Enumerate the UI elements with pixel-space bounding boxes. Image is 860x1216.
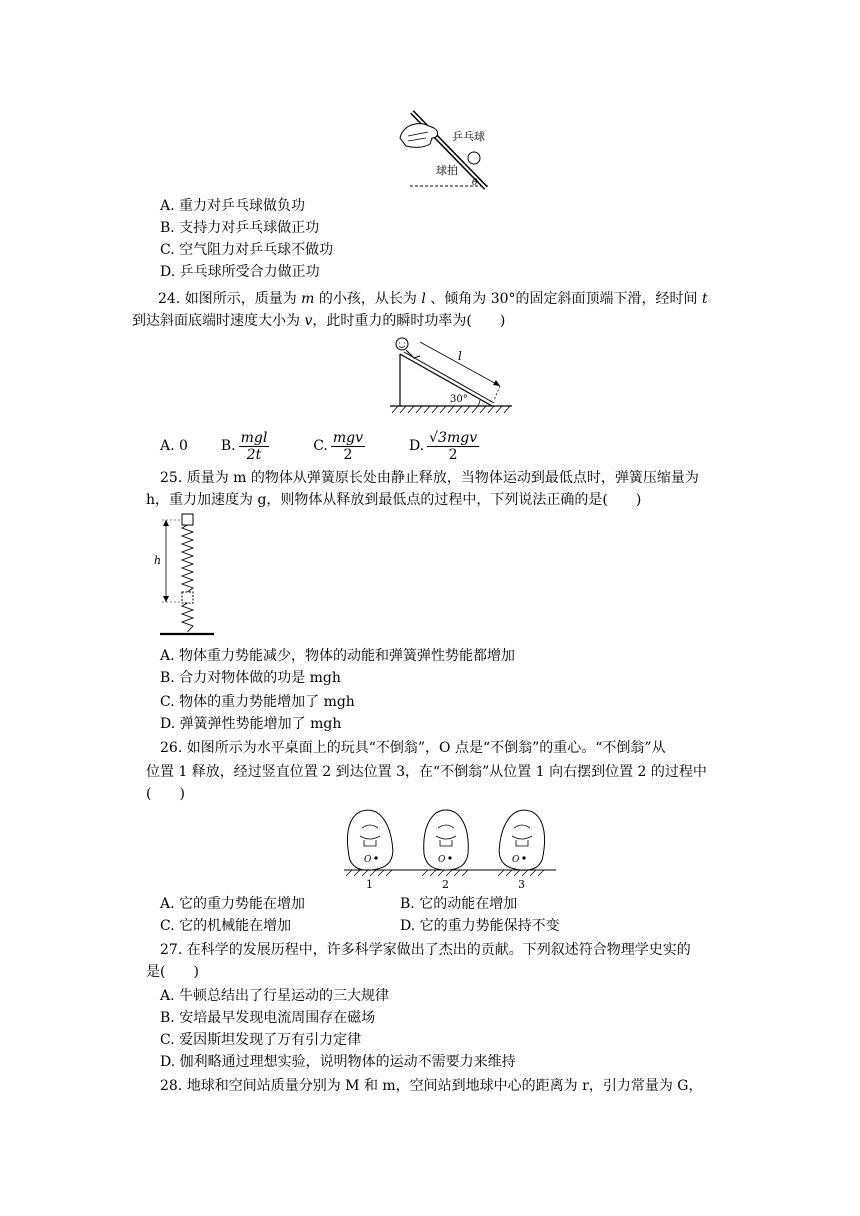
q25-option-b: B. 合力对物体做的功是 mgh (160, 670, 341, 686)
h-label: h (154, 554, 162, 567)
slope-figure (386, 334, 516, 414)
q26-stem-line3: ( ) (146, 786, 185, 802)
q23-option-b: B. 支持力对乒乓球做正功 (160, 220, 320, 236)
q26-option-d: D. 它的重力势能保持不变 (400, 918, 560, 934)
q27-option-d: D. 伽利略通过理想实验，说明物体的运动不需要力来维持 (160, 1054, 516, 1070)
position-label-3: 3 (518, 878, 525, 891)
q23-option-c: C. 空气阻力对乒乓球不做功 (160, 242, 334, 258)
q25-option-c: C. 物体的重力势能增加了 mgh (160, 694, 355, 710)
q24-options (160, 428, 482, 464)
q27-option-a: A. 牛顿总结出了行星运动的三大规律 (160, 988, 390, 1004)
q26-stem-line1: 26. 如图所示为水平桌面上的玩具“不倒翁”，O 点是“不倒翁”的重心。“不倒翁”从 (160, 740, 666, 756)
q24-option-c: C. $\frac{\text{mgv}}{2}$ (313, 429, 364, 463)
q24-option-d: D. $\frac{\text{√3mgv}}{2}$ (408, 429, 478, 463)
q25-stem-line1: 25. 质量为 m 的物体从弹簧原长处由静止释放，当物体运动到最低点时，弹簧压缩量为 (160, 470, 699, 486)
q24-stem: 24. 如图所示，质量为 m 的小孩，从长为 l 、倾角为 30°的固定斜面顶端下滑，经时间 t 到达斜面底端时速度大小为 v，此时重力的瞬时功率为( ) (132, 291, 708, 329)
q23-option-d: D. 乒乓球所受合力做正功 (160, 264, 320, 280)
ball-label: 乒乓球 (452, 130, 485, 143)
tumbler-2-o: O (438, 855, 446, 865)
ping-pong-figure (390, 108, 510, 190)
q27-stem-line2: 是( ) (146, 964, 199, 980)
q27-stem-line1: 27. 在科学的发展历程中，许多科学家做出了杰出的贡献。下列叙述符合物理学史实的 (160, 942, 691, 958)
q26-option-a: A. 它的重力势能在增加 (160, 896, 306, 912)
position-label-2: 2 (442, 878, 449, 891)
spring-figure (150, 512, 220, 642)
q28-stem-line1: 28. 地球和空间站质量分别为 M 和 m，空间站到地球中心的距离为 r，引力常量为 G， (160, 1078, 703, 1094)
q26-option-c: C. 它的机械能在增加 (160, 918, 292, 934)
tumbler-2 (424, 810, 469, 870)
position-label-1: 1 (366, 878, 373, 891)
q26-stem-line2: 位置 1 释放，经过竖直位置 2 到达位置 3，在“不倒翁”从位置 1 向右摆到位置 2 的过程中 (146, 764, 707, 780)
tumbler-3-o: O (512, 855, 520, 865)
q27-option-b: B. 安培最早发现电流周围存在磁场 (160, 1010, 376, 1026)
q24-option-b: B. $\frac{\text{mgl}}{2t}$ (220, 429, 268, 463)
tumbler-3 (497, 807, 549, 873)
length-label: l (458, 349, 462, 363)
ball-circle (468, 152, 480, 164)
tumbler-1-o: O (364, 855, 372, 865)
q23-option-a: A. 重力对乒乓球做负功 (160, 198, 306, 214)
q25-stem-line2: h，重力加速度为 g，则物体从释放到最低点的过程中，下列说法正确的是( ) (146, 492, 642, 508)
tumbler-1 (343, 807, 395, 873)
q25-option-a: A. 物体重力势能减少，物体的动能和弹簧弹性势能都增加 (160, 648, 516, 664)
paddle-label: 球拍 (436, 164, 458, 177)
angle-30-label: 30° (450, 394, 468, 405)
q27-option-c: C. 爱因斯坦发现了万有引力定律 (160, 1032, 362, 1048)
q24-option-a: A. 0 (160, 438, 188, 454)
angle-label: θ (472, 178, 478, 188)
tumbler-figure (340, 806, 560, 890)
q25-option-d: D. 弹簧弹性势能增加了 mgh (160, 716, 342, 732)
q26-option-b: B. 它的动能在增加 (400, 896, 518, 912)
